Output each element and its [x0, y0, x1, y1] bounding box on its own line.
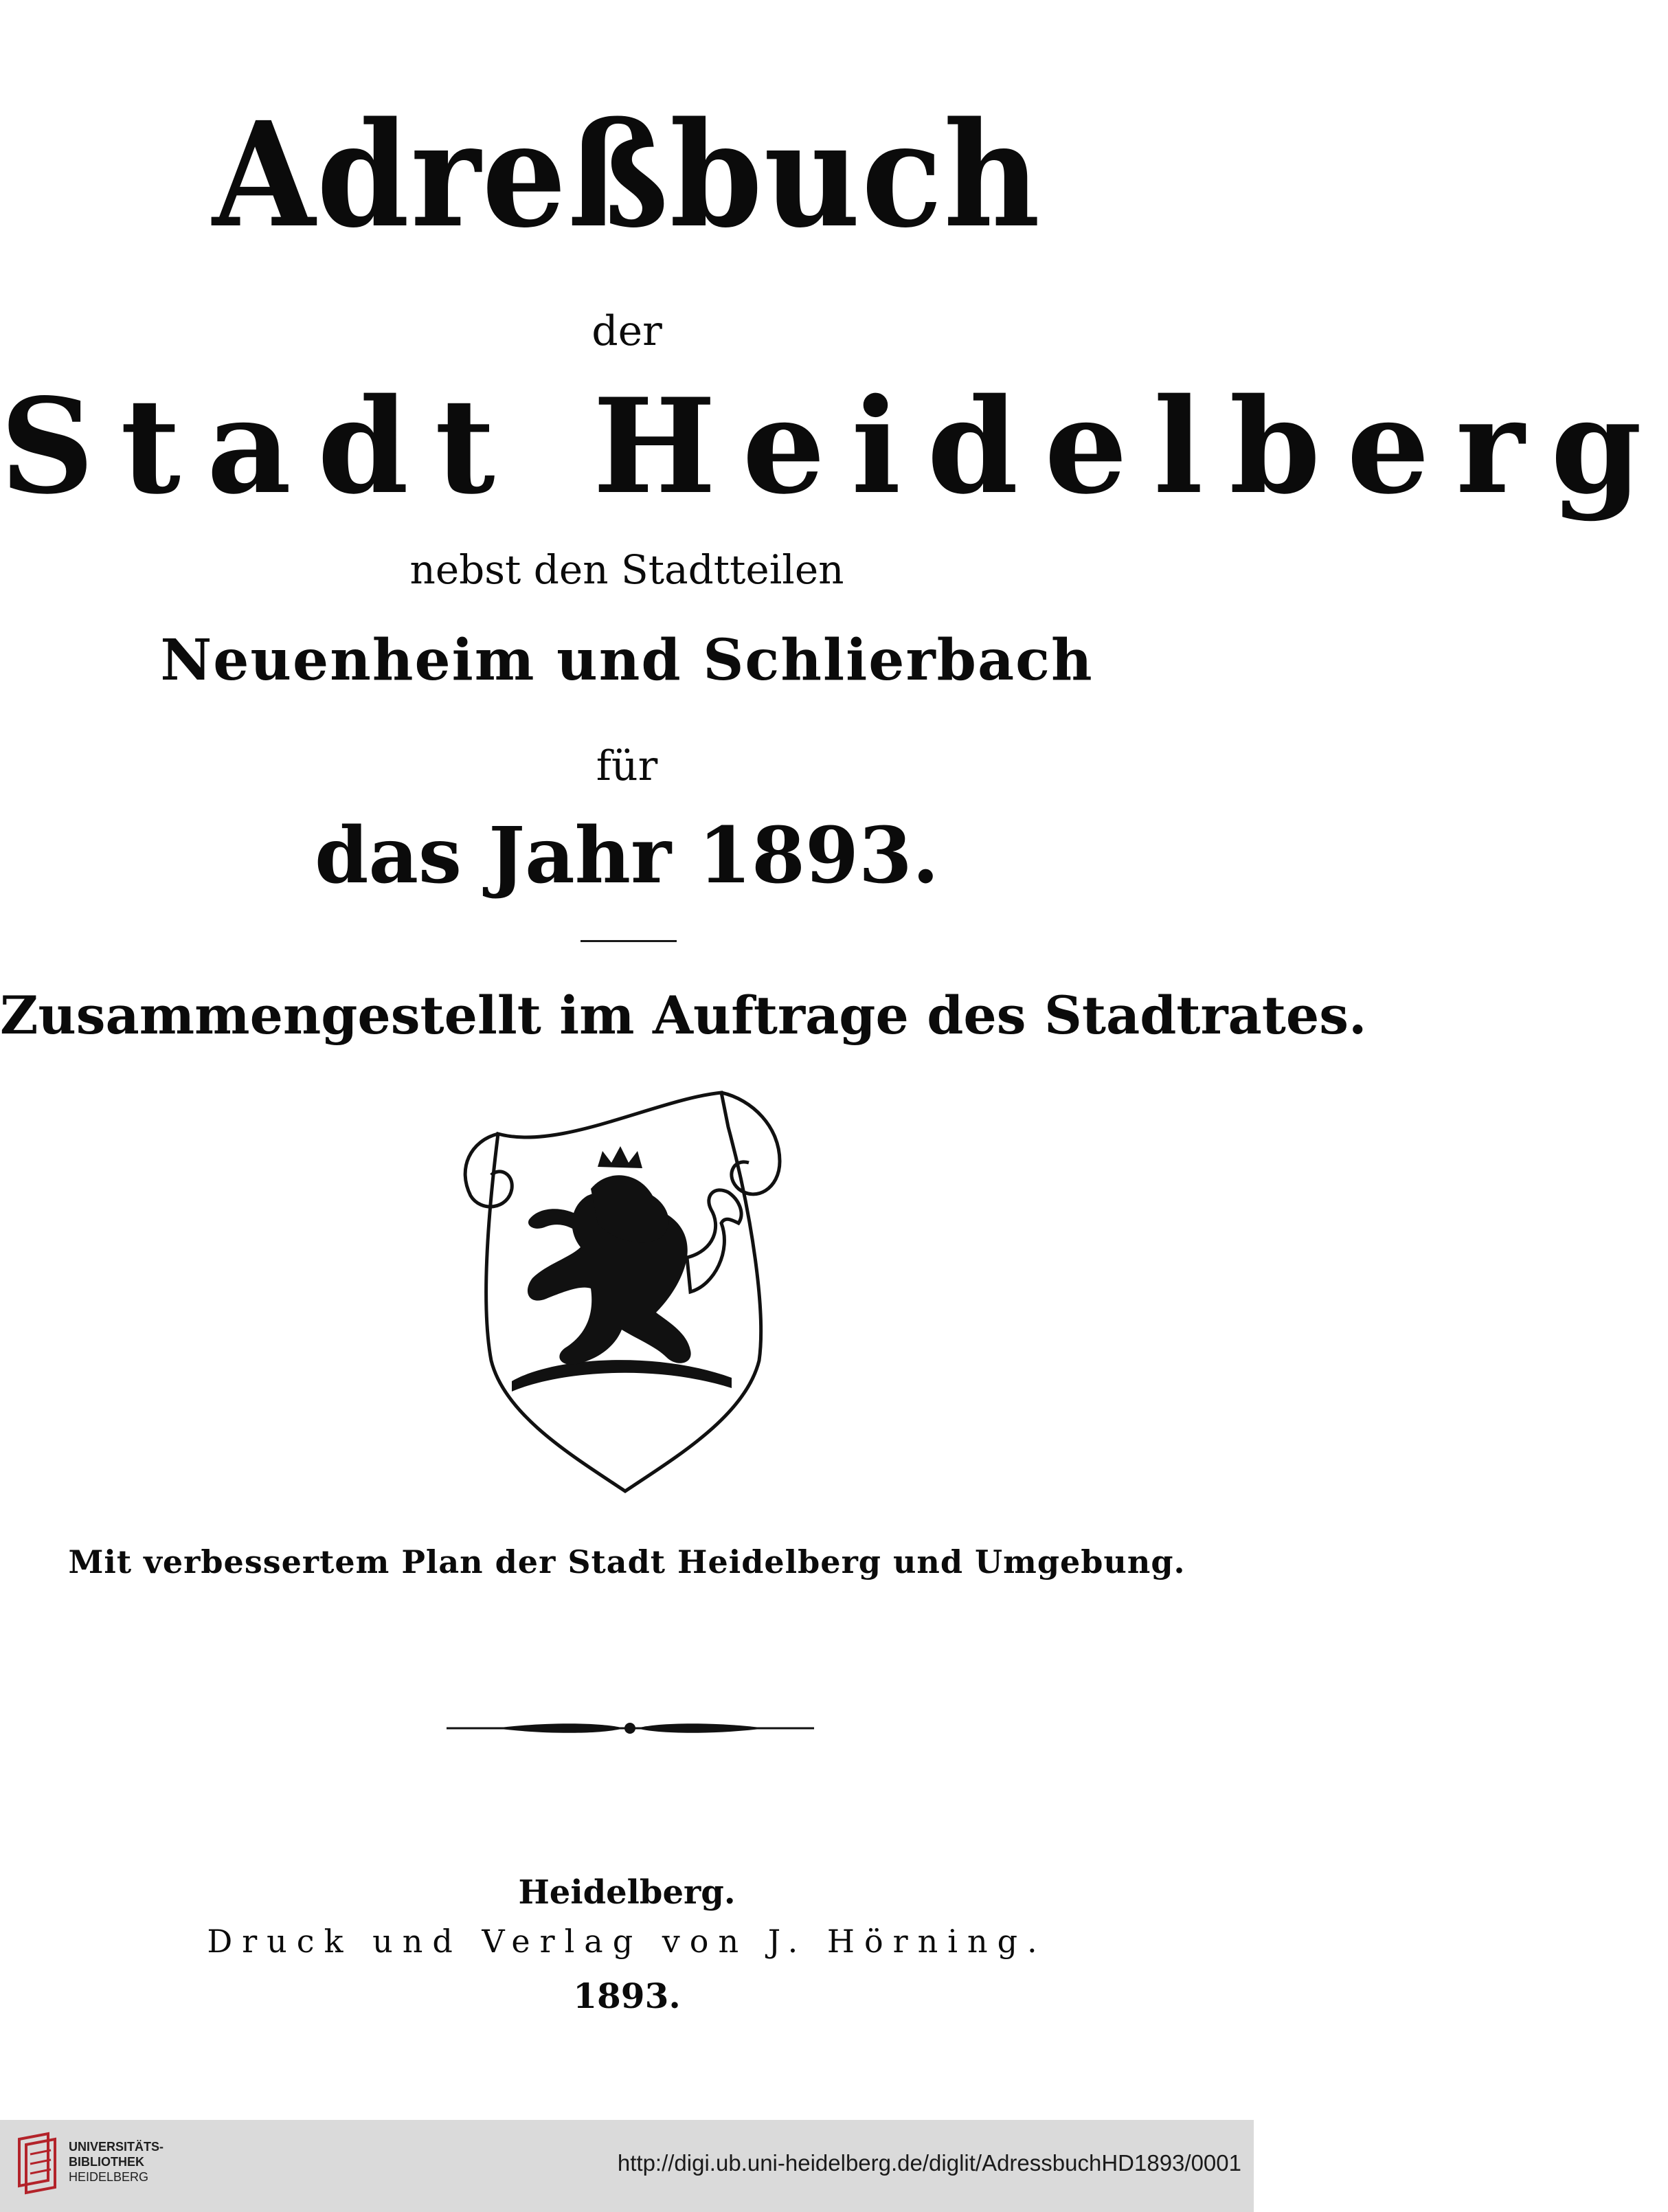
ornamental-divider-icon [447, 1711, 814, 1745]
districts-names: Neuenheim und Schlierbach [160, 627, 1094, 693]
city-name: Stadt Heidelberg [0, 370, 1668, 523]
library-name-line2: BIBLIOTHEK [69, 2155, 144, 2169]
publication-year: 1893. [573, 1976, 681, 2016]
publisher-line: Druck und Verlag von J. Hörning. [207, 1923, 1047, 1960]
heidelberg-lion-coat-of-arms-icon [450, 1086, 804, 1498]
book-title: Adreßbuch [212, 90, 1041, 260]
districts-intro: nebst den Stadtteilen [409, 546, 844, 593]
for-word: für [596, 742, 658, 790]
publisher-city: Heidelberg. [518, 1873, 736, 1912]
plan-note: Mit verbessertem Plan der Stadt Heidelberg und Umgebung. [68, 1543, 1186, 1580]
year-line: das Jahr 1893. [315, 811, 939, 901]
university-library-logo-icon[interactable] [15, 2132, 59, 2201]
library-name [69, 2139, 164, 2185]
short-rule-divider [581, 940, 677, 942]
commission-line: Zusammengestellt im Auftrage des Stadtrates. [0, 985, 1367, 1046]
library-name-line1: UNIVERSITÄTS- [69, 2140, 164, 2154]
permalink-url[interactable]: http://digi.ub.uni-heidelberg.de/diglit/AdressbuchHD1893/0001 [617, 2150, 1241, 2176]
title-article: der [591, 307, 662, 355]
library-name-line3: HEIDELBERG [69, 2170, 149, 2184]
digital-library-footer [0, 2120, 1254, 2212]
